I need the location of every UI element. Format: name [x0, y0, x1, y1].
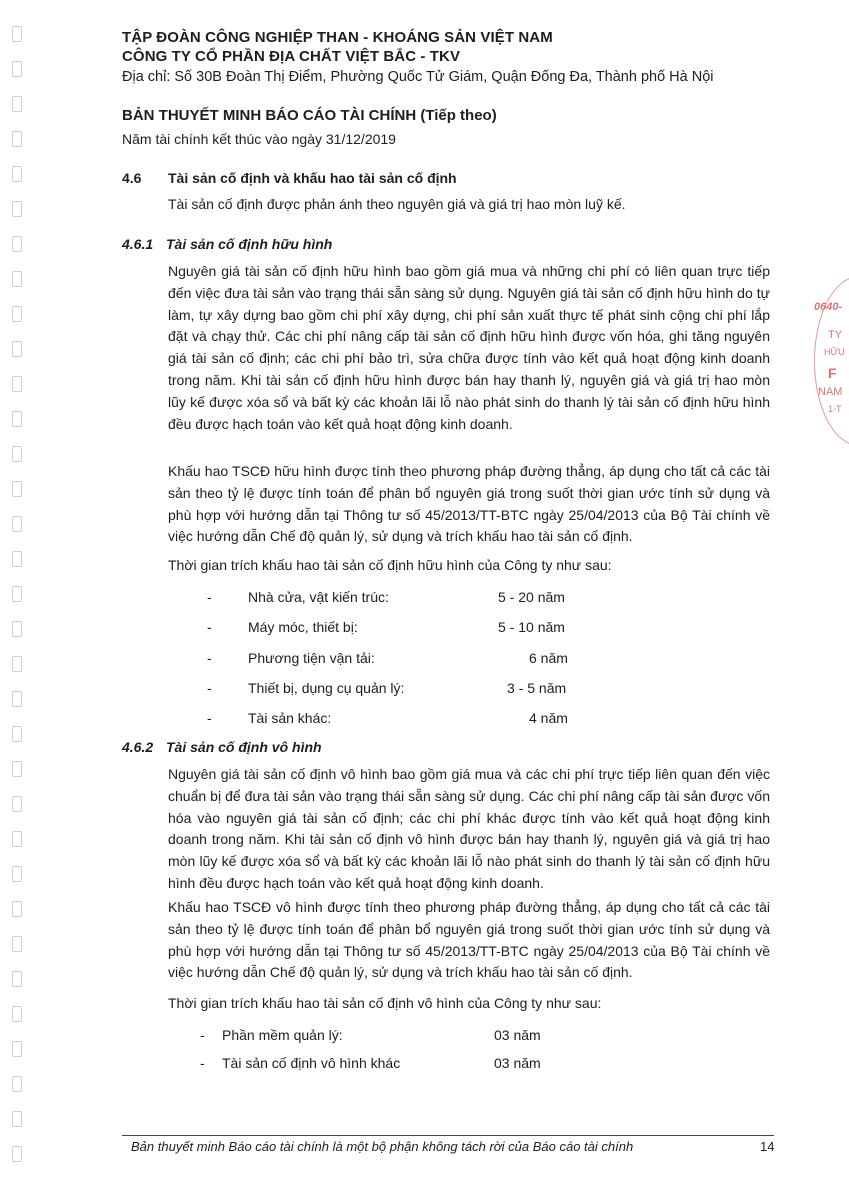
- stamp-text: HỮU: [824, 347, 845, 357]
- paragraph: Nguyên giá tài sản cố định vô hình bao gồm giá mua và các chi phí trực tiếp liên quan đến việc chuẩn bị để đưa tài sản vào trạng thái sẵn sàng sử dụng. Các chi phí nâng cấp tài sản được vốn hóa vào nguyên giá tài sản cố định; các chi phí khác được tính vào kết quả hoạt động kinh doanh trong năm. Khi tài sản cố định vô hình được bán hay thanh lý, nguyên giá và giá trị hao mòn lũy kế được xóa sổ và bất kỳ các khoản lãi lỗ nào phát sinh do thanh lý tài sản cố định hữu hình đều được hạch toán vào kết quả hoạt động kinh doanh.: [168, 766, 770, 891]
- paragraph: Khấu hao TSCĐ vô hình được tính theo phương pháp đường thẳng, áp dụng cho tất cả các tài sản theo tỷ lệ được tính toán để phân bổ nguyên giá trong suốt thời gian ước tính sử dụng và phù hợp với hướng dẫn tại Thông tư số 45/2013/TT-BTC ngày 25/04/2013 của Bộ Tài chính về việc hướng dẫn Chế độ quản lý, sử dụng và trích khấu hao tài sản cố định.: [168, 899, 770, 981]
- binding-holes: [8, 20, 30, 1180]
- company-address: Địa chỉ: Số 30B Đoàn Thị Điểm, Phường Quốc Tử Giám, Quận Đống Đa, Thành phố Hà Nội: [122, 69, 714, 85]
- subsection-heading: [122, 739, 522, 759]
- section-intro: Tài sản cố định được phản ánh theo nguyên giá và giá trị hao mòn luỹ kế.: [168, 196, 626, 212]
- list-item-label: Thiết bị, dụng cụ quản lý:: [248, 680, 405, 696]
- list-bullet: -: [200, 1055, 205, 1071]
- report-subtitle: Năm tài chính kết thúc vào ngày 31/12/2019: [122, 131, 396, 147]
- list-bullet: -: [207, 680, 212, 696]
- stamp-text: TY: [828, 329, 843, 341]
- list-bullet: -: [207, 619, 212, 635]
- list-bullet: -: [207, 710, 212, 726]
- list-bullet: -: [200, 1027, 205, 1043]
- list-item-value: 5 - 10 năm: [498, 619, 565, 635]
- list-item-label: Phương tiện vận tải:: [248, 650, 375, 666]
- subsection-number: 4.6.1: [122, 236, 154, 252]
- list-item-value: 03 năm: [494, 1027, 541, 1043]
- section-title: Tài sản cố định và khấu hao tài sản cố định: [168, 170, 457, 186]
- list-item-value: 6 năm: [529, 650, 568, 666]
- subsection-number: 4.6.2: [122, 739, 154, 755]
- footer-note: Bản thuyết minh Báo cáo tài chính là một bộ phận không tách rời của Báo cáo tài chính: [131, 1139, 634, 1154]
- subsection-heading: [122, 236, 522, 256]
- report-title: BẢN THUYẾT MINH BÁO CÁO TÀI CHÍNH (Tiếp theo): [122, 107, 497, 124]
- footer-divider: [122, 1135, 774, 1136]
- list-item-value: 4 năm: [529, 710, 568, 726]
- stamp-text: NAM: [818, 386, 843, 398]
- list-item-value: 03 năm: [494, 1055, 541, 1071]
- page-number: 14: [760, 1139, 775, 1154]
- list-item-label: Máy móc, thiết bị:: [248, 619, 358, 635]
- list-item-label: Tài sản cố định vô hình khác: [222, 1055, 401, 1071]
- stamp-text: F: [828, 365, 837, 381]
- company-stamp: [808, 270, 849, 460]
- subsection-title: Tài sản cố định hữu hình: [166, 236, 333, 252]
- stamp-text: 1-T: [828, 404, 842, 414]
- section-number: 4.6: [122, 170, 142, 186]
- list-item-label: Tài sản khác:: [248, 710, 332, 726]
- list-bullet: -: [207, 650, 212, 666]
- paragraph: Thời gian trích khấu hao tài sản cố định hữu hình của Công ty như sau:: [168, 557, 612, 573]
- list-bullet: -: [207, 589, 212, 605]
- list-item-value: 3 - 5 năm: [507, 680, 567, 696]
- list-item-label: Nhà cửa, vật kiến trúc:: [248, 589, 389, 605]
- list-item-value: 5 - 20 năm: [498, 589, 565, 605]
- company-name: CÔNG TY CỔ PHẦN ĐỊA CHẤT VIỆT BẮC - TKV: [122, 48, 461, 65]
- paragraph: Khấu hao TSCĐ hữu hình được tính theo phương pháp đường thẳng, áp dụng cho tất cả các tài sản theo tỷ lệ được tính toán để phân bổ nguyên giá trong suốt thời gian ước tính sử dụng và phù hợp với hướng dẫn tại Thông tư số 45/2013/TT-BTC ngày 25/04/2013 của Bộ Tài chính về việc hướng dẫn Chế độ quản lý, sử dụng và trích khấu hao tài sản cố định.: [168, 463, 770, 545]
- paragraph: Nguyên giá tài sản cố định hữu hình bao gồm giá mua và những chi phí có liên quan trực tiếp đến việc đưa tài sản vào trạng thái sẵn sàng sử dụng. Nguyên giá tài sản cố định hữu hình do tự làm, tự xây dựng bao gồm chi phí xây dựng, chi phí sản xuất thực tế phát sinh cộng chi phí lắp đặt và chạy thử. Các chi phí nâng cấp tài sản cố định hữu hình được vốn hóa, ghi tăng nguyên giá tài sản cố định; các chi phí bảo trì, sửa chữa được tính vào kết quả hoạt động kinh doanh trong năm. Khi tài sản cố định hữu hình được bán hay thanh lý, nguyên giá và giá trị hao mòn lũy kế được xóa sổ và bất kỳ các khoản lãi lỗ nào phát sinh do thanh lý tài sản cố định hữu hình đều được hạch toán vào kết quả hoạt động kinh doanh.: [168, 263, 770, 432]
- list-item-label: Phần mềm quản lý:: [222, 1027, 343, 1043]
- paragraph: Thời gian trích khấu hao tài sản cố định vô hình của Công ty như sau:: [168, 995, 602, 1011]
- subsection-title: Tài sản cố định vô hình: [166, 739, 322, 755]
- stamp-text: 0640-: [814, 301, 843, 313]
- group-name: TẬP ĐOÀN CÔNG NGHIỆP THAN - KHOÁNG SẢN VIỆT NAM: [122, 29, 553, 46]
